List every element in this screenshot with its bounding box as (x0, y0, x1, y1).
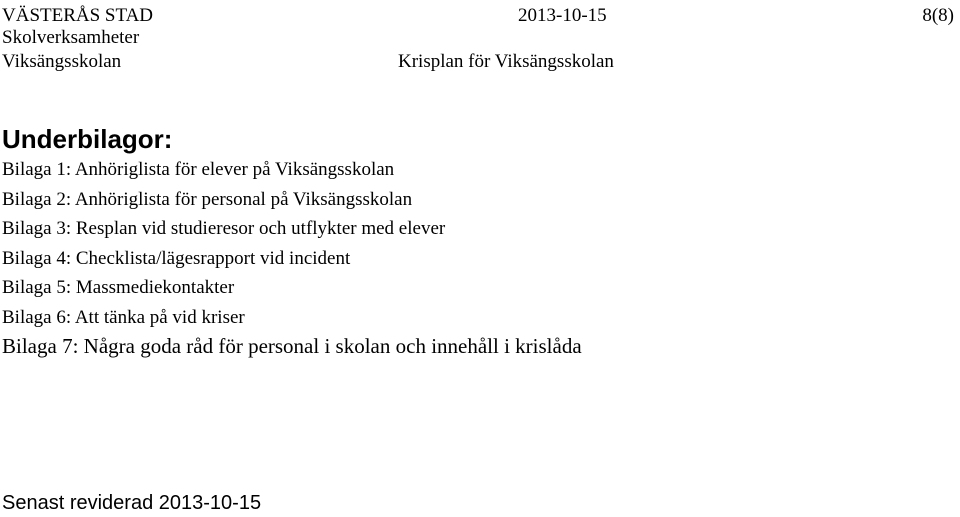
appendix-item: Bilaga 6: Att tänka på vid kriser (2, 306, 245, 328)
page-title: Underbilagor: (2, 124, 173, 154)
appendix-item: Bilaga 3: Resplan vid studieresor och utflykter med elever (2, 218, 446, 239)
appendix-item: Bilaga 1: Anhöriglista för elever på Viksängsskolan (2, 159, 395, 180)
appendix-item: Bilaga 7: Några goda råd för personal i skolan och innehåll i krislåda (2, 334, 582, 358)
header-document-title: Krisplan för Viksängsskolan (398, 51, 614, 72)
appendix-item: Bilaga 4: Checklista/lägesrapport vid incident (2, 247, 351, 269)
header-department: Skolverksamheter (2, 27, 140, 48)
appendix-list (2, 155, 582, 362)
appendix-item: Bilaga 5: Massmediekontakter (2, 277, 235, 298)
appendix-item: Bilaga 2: Anhöriglista för personal på Viksängsskolan (2, 188, 413, 210)
header-organization: VÄSTERÅS STAD (2, 5, 154, 26)
header-school: Viksängsskolan (2, 51, 122, 72)
revision-note: Senast reviderad 2013-10-15 (2, 492, 262, 514)
header-date: 2013-10-15 (518, 5, 607, 26)
header-page-number: 8(8) (922, 5, 954, 26)
